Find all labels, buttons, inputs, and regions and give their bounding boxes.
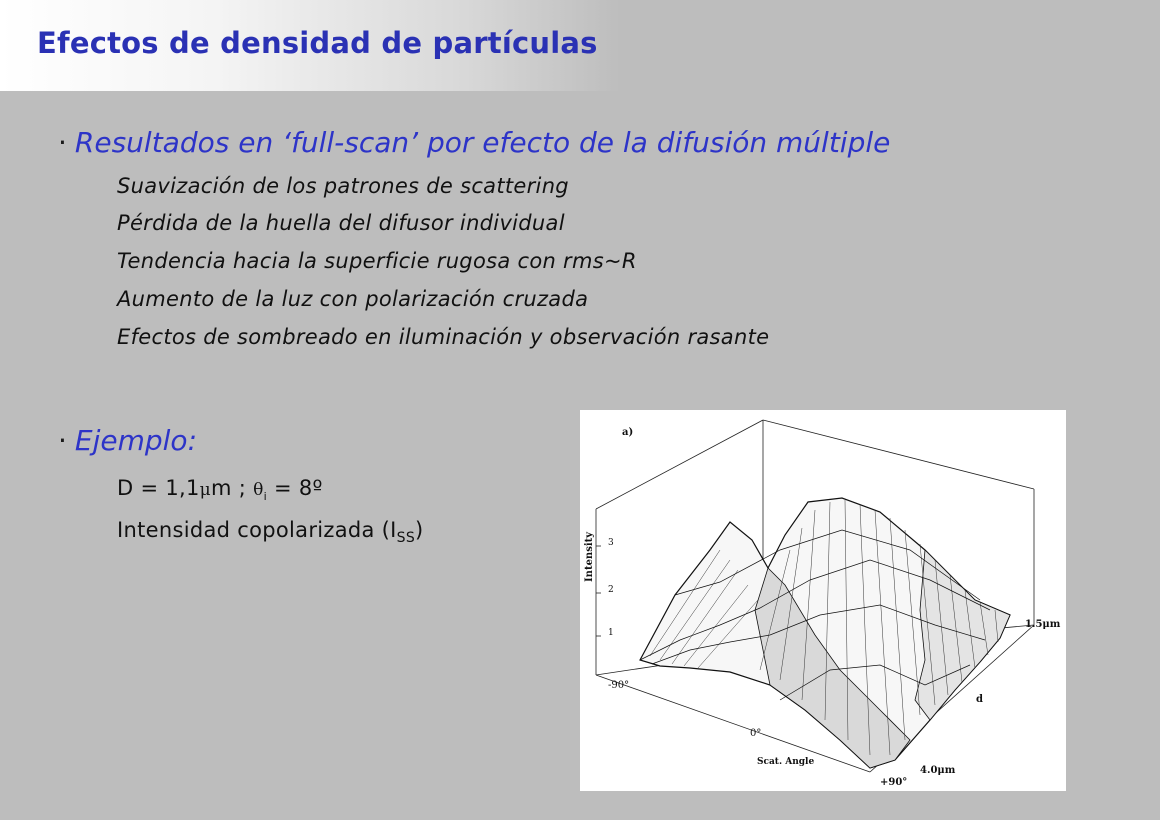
size-label-1-5: 1.5μm bbox=[1025, 619, 1061, 630]
surface-plot-graphic bbox=[580, 410, 1066, 791]
panel-label: a) bbox=[622, 427, 634, 438]
bullet-dot: · bbox=[58, 126, 67, 159]
x-axis-label: Scat. Angle bbox=[757, 757, 815, 767]
list-item: Aumento de la luz con polarización cruzada bbox=[117, 287, 589, 311]
list-item: Pérdida de la huella del difusor individual bbox=[117, 211, 565, 235]
y-axis-label: Intensity bbox=[584, 531, 595, 582]
mu-symbol: μ bbox=[199, 480, 211, 500]
slide-title: Efectos de densidad de partículas bbox=[37, 26, 598, 60]
x-label-neg90: -90° bbox=[608, 680, 630, 691]
intensity-subscript: SS bbox=[396, 530, 416, 547]
size-label-4-0: 4.0μm bbox=[920, 765, 956, 776]
y-tick-label: 1 bbox=[608, 628, 614, 638]
section-heading-fullscan bbox=[58, 126, 890, 159]
unit-text: m ; bbox=[210, 476, 254, 500]
theta-symbol: θ bbox=[253, 480, 264, 500]
list-item: Efectos de sombreado en iluminación y observación rasante bbox=[117, 325, 770, 349]
theta-subscript: i bbox=[263, 490, 267, 504]
list-item: Tendencia hacia la superficie rugosa con rms~R bbox=[117, 249, 637, 273]
d-axis-label: d bbox=[976, 694, 983, 705]
x-label-pos90: +90° bbox=[880, 777, 908, 788]
intensity-line bbox=[117, 518, 424, 546]
intensity-surface-plot bbox=[580, 410, 1066, 791]
diameter-text: D = 1,1 bbox=[117, 476, 200, 500]
x-label-zero: 0° bbox=[750, 728, 762, 739]
section-heading-fullscan-text: Resultados en ‘full-scan’ por efecto de la difusión múltiple bbox=[74, 126, 891, 159]
bullet-dot: · bbox=[58, 424, 67, 457]
section-heading-example-text: Ejemplo: bbox=[74, 424, 197, 457]
y-tick-label: 3 bbox=[608, 538, 614, 548]
angle-text: = 8º bbox=[266, 476, 323, 500]
y-tick-label: 2 bbox=[608, 585, 614, 595]
intensity-text: Intensidad copolarizada (I bbox=[117, 518, 397, 542]
intensity-close: ) bbox=[415, 518, 424, 542]
parameters-line bbox=[117, 476, 323, 503]
list-item: Suavización de los patrones de scattering bbox=[117, 174, 569, 198]
section-heading-example bbox=[58, 424, 197, 457]
